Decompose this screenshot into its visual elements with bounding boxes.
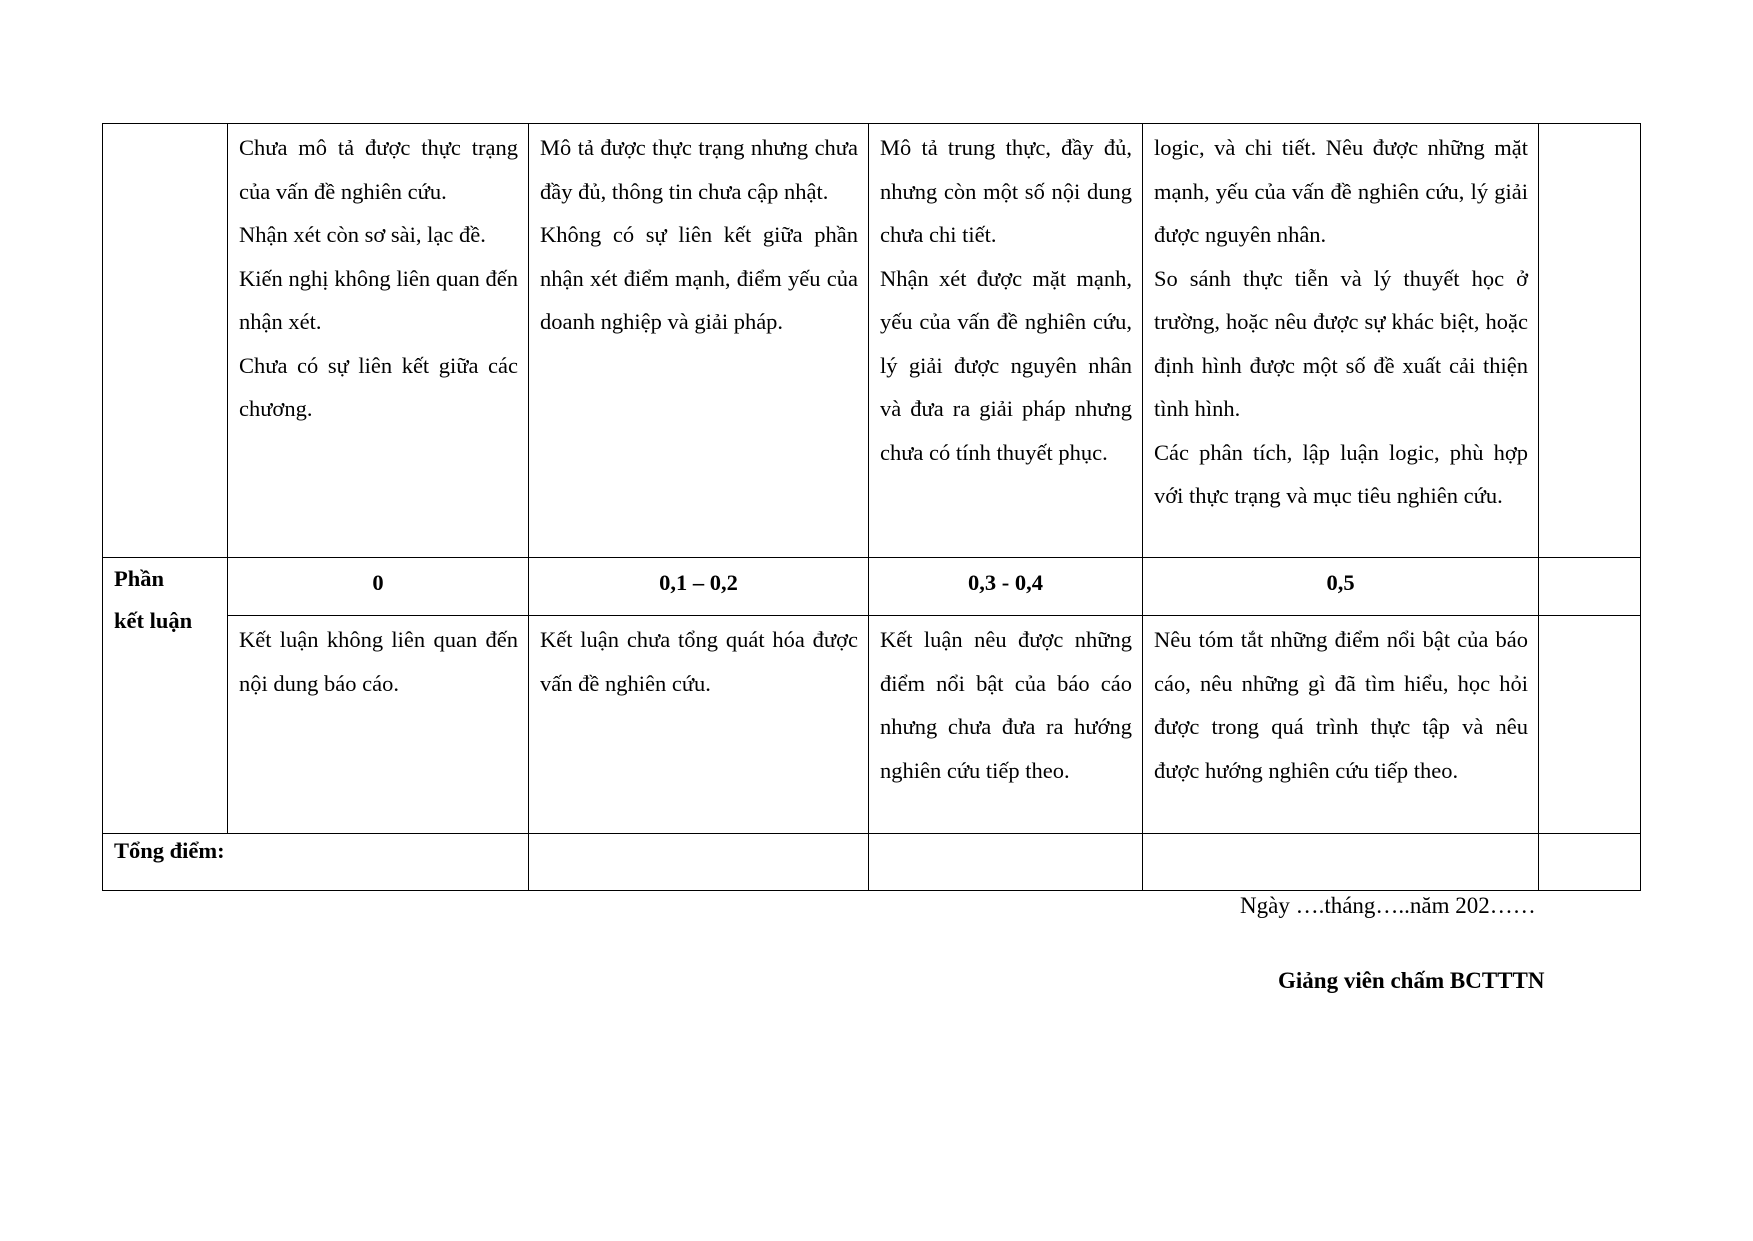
total-cell bbox=[1143, 834, 1539, 891]
grading-rubric-table bbox=[102, 123, 1641, 891]
score-cell-empty bbox=[1539, 558, 1641, 616]
criterion-label-line: Phần bbox=[114, 566, 165, 591]
score-level-2: 0,3 - 0,4 bbox=[869, 558, 1143, 616]
description-line: Nhận xét còn sơ sài, lạc đề. bbox=[239, 222, 486, 247]
total-cell bbox=[1539, 834, 1641, 891]
criterion-cell-empty bbox=[103, 124, 228, 558]
description-line: Các phân tích, lập luận logic, phù hợp với thực trạng và mục tiêu nghiên cứu. bbox=[1154, 439, 1528, 508]
table-row bbox=[103, 616, 1641, 834]
total-label-cell: Tổng điểm: bbox=[103, 834, 529, 891]
level-3-description bbox=[1143, 124, 1539, 558]
criterion-label-line: kết luận bbox=[114, 608, 193, 633]
level-1-description bbox=[529, 124, 869, 558]
description-line: Chưa mô tả được thực trạng của vấn đề nghiên cứu. bbox=[239, 135, 518, 204]
signer-title: Giảng viên chấm BCTTTN bbox=[1278, 968, 1545, 993]
description-line: logic, và chi tiết. Nêu được những mặt mạnh, yếu của vấn đề nghiên cứu, lý giải được nguyên nhân. bbox=[1154, 135, 1528, 247]
table-row bbox=[103, 834, 1641, 891]
total-cell bbox=[529, 834, 869, 891]
total-cell bbox=[869, 834, 1143, 891]
description-line: Kiến nghị không liên quan đến nhận xét. bbox=[239, 265, 518, 334]
conclusion-level-0: Kết luận không liên quan đến nội dung báo cáo. bbox=[228, 616, 529, 834]
description-line: Nhận xét được mặt mạnh, yếu của vấn đề nghiên cứu, lý giải được nguyên nhân và đưa ra giải pháp nhưng chưa có tính thuyết phục. bbox=[880, 265, 1132, 465]
score-level-3: 0,5 bbox=[1143, 558, 1539, 616]
score-cell-empty bbox=[1539, 124, 1641, 558]
score-level-1: 0,1 – 0,2 bbox=[529, 558, 869, 616]
conclusion-level-3: Nêu tóm tắt những điểm nổi bật của báo cáo, nêu những gì đã tìm hiểu, học hỏi được trong quá trình thực tập và nêu được hướng nghiên cứu tiếp theo. bbox=[1143, 616, 1539, 834]
date-line: Ngày ….tháng…..năm 202…… bbox=[1240, 893, 1536, 918]
table-row bbox=[103, 558, 1641, 616]
conclusion-level-1: Kết luận chưa tổng quát hóa được vấn đề nghiên cứu. bbox=[529, 616, 869, 834]
description-line: Mô tả trung thực, đầy đủ, nhưng còn một số nội dung chưa chi tiết. bbox=[880, 135, 1132, 247]
description-line: Chưa có sự liên kết giữa các chương. bbox=[239, 352, 518, 421]
description-line: So sánh thực tiễn và lý thuyết học ở trường, hoặc nêu được sự khác biệt, hoặc định hình được một số đề xuất cải thiện tình hình. bbox=[1154, 265, 1528, 421]
score-level-0: 0 bbox=[228, 558, 529, 616]
score-cell-empty bbox=[1539, 616, 1641, 834]
level-2-description bbox=[869, 124, 1143, 558]
description-line: Không có sự liên kết giữa phần nhận xét điểm mạnh, điểm yếu của doanh nghiệp và giải pháp. bbox=[540, 222, 858, 334]
conclusion-level-2: Kết luận nêu được những điểm nổi bật của báo cáo nhưng chưa đưa ra hướng nghiên cứu tiếp theo. bbox=[869, 616, 1143, 834]
level-0-description bbox=[228, 124, 529, 558]
criterion-label-conclusion bbox=[103, 558, 228, 834]
table-row bbox=[103, 124, 1641, 558]
description-line: Mô tả được thực trạng nhưng chưa đầy đủ, thông tin chưa cập nhật. bbox=[540, 135, 858, 204]
